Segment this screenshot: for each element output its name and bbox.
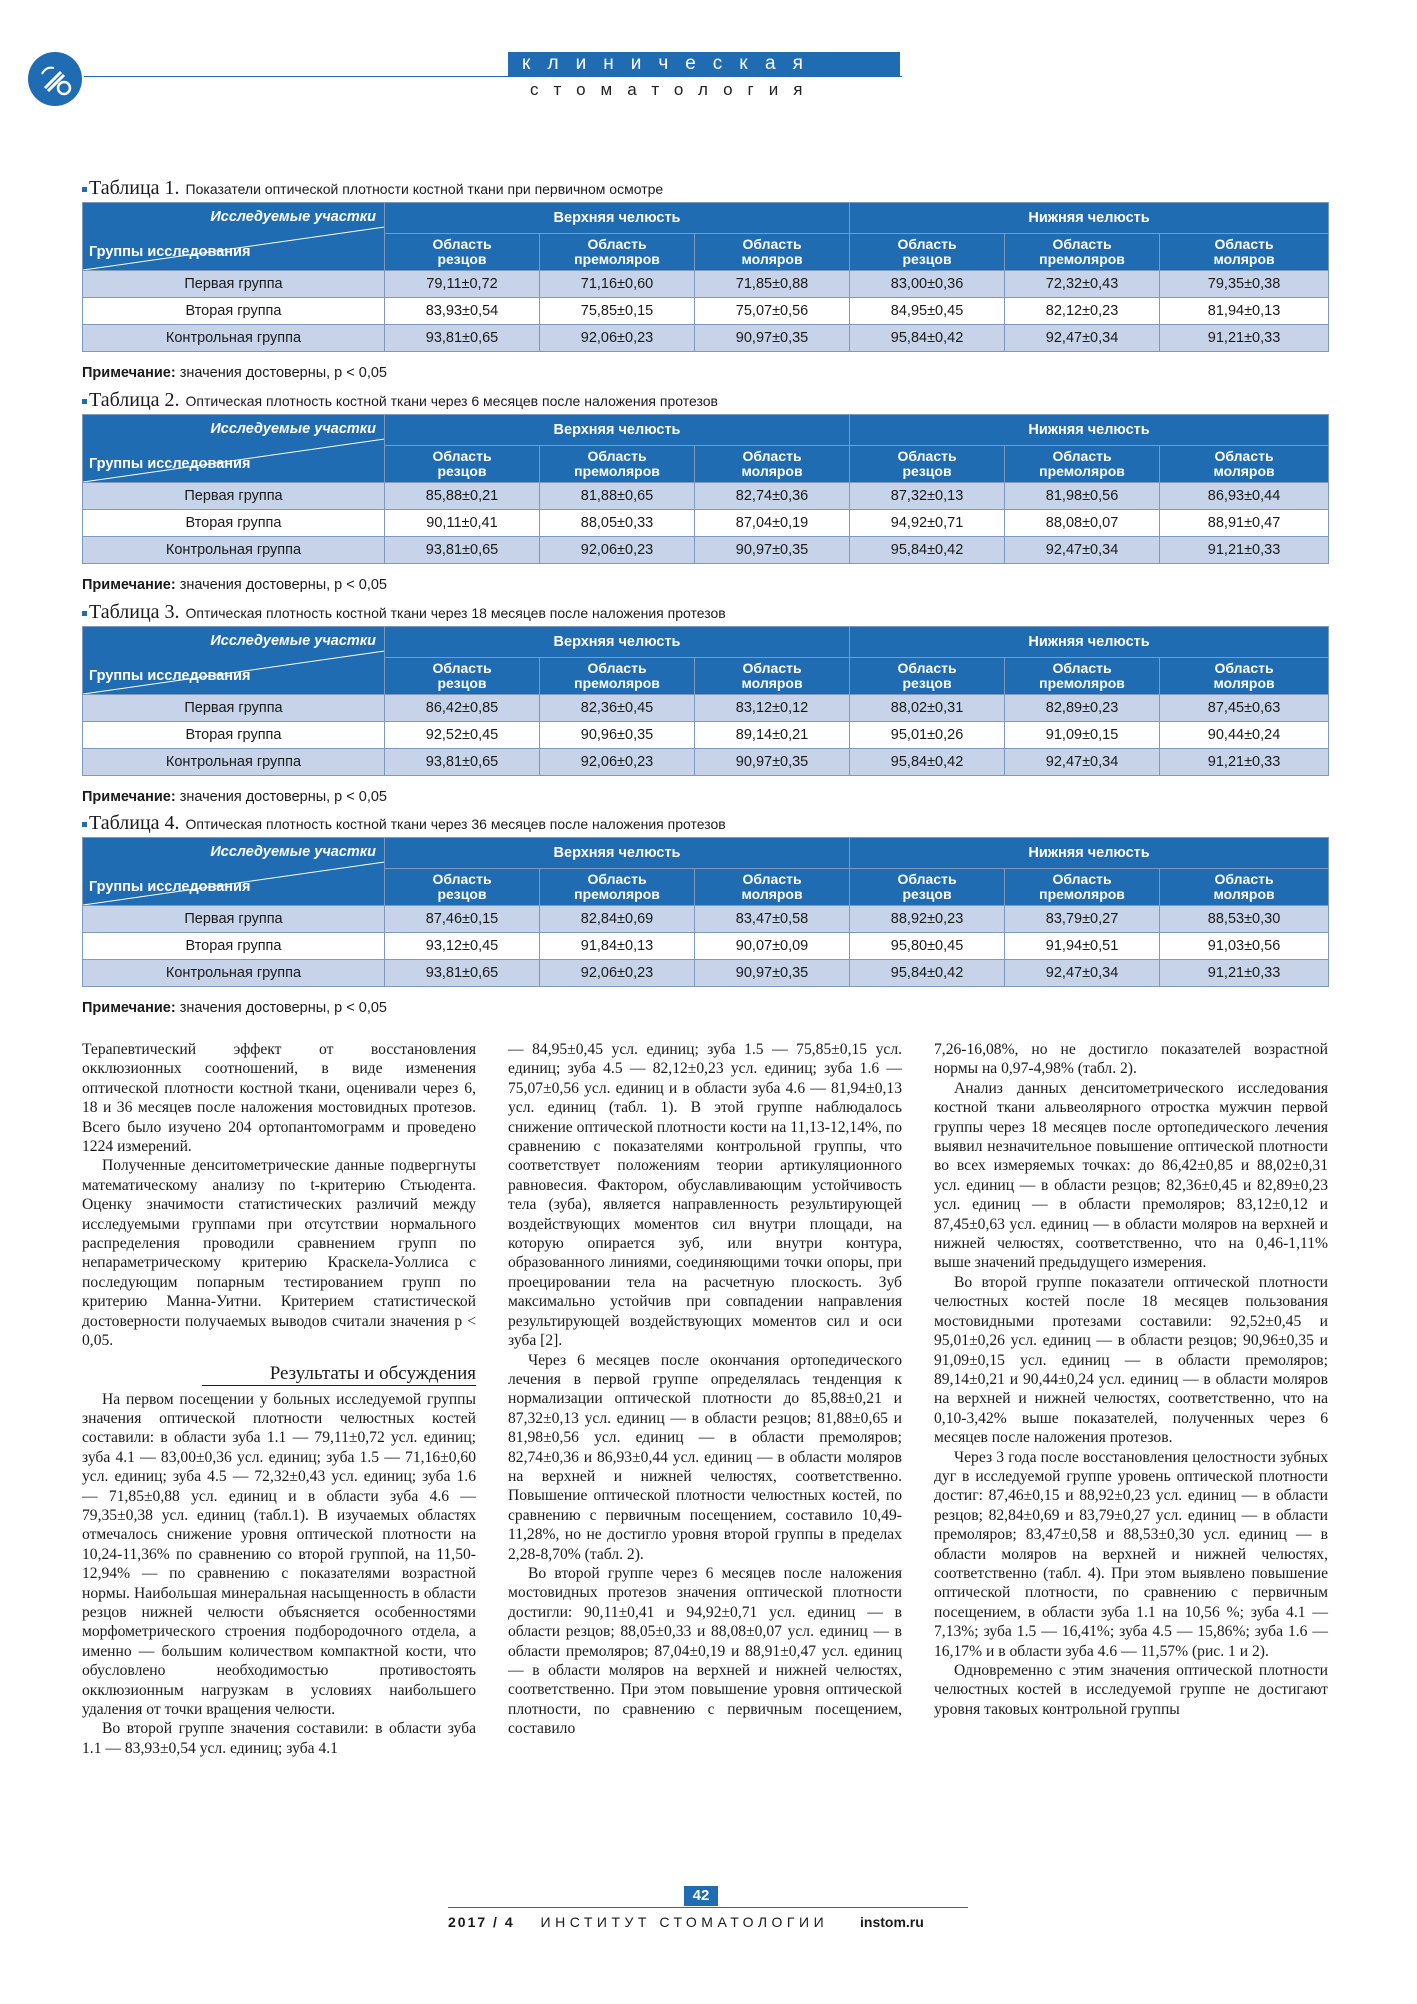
table-cell: 84,95±0,45 bbox=[850, 298, 1005, 325]
data-table bbox=[82, 837, 1329, 987]
table-title: Показатели оптической плотности костной ткани при первичном осмотре bbox=[185, 181, 664, 197]
header-area: Область премоляров bbox=[1005, 446, 1160, 483]
header-area: Область резцов bbox=[385, 234, 540, 271]
table-cell: 87,32±0,13 bbox=[850, 483, 1005, 510]
table-cell: 93,12±0,45 bbox=[385, 933, 540, 960]
table-number: Таблица 2. bbox=[89, 389, 180, 411]
header-area: Область моляров bbox=[1160, 658, 1329, 695]
bullet-square-icon bbox=[82, 611, 87, 616]
text-column-2 bbox=[508, 1040, 902, 1739]
header-upper-jaw: Верхняя челюсть bbox=[385, 838, 850, 869]
table-note bbox=[82, 362, 1328, 384]
table-caption bbox=[82, 811, 1328, 837]
header-area: Область резцов bbox=[385, 869, 540, 906]
bullet-square-icon bbox=[82, 399, 87, 404]
text-column-1 bbox=[82, 1040, 476, 1758]
table-cell: 86,93±0,44 bbox=[1160, 483, 1329, 510]
paragraph: Одновременно с этим значения оптической плотности челюстных костей в исследуемой группе не достигают уровня таковых контрольной группы bbox=[934, 1662, 1328, 1718]
header-area: Область резцов bbox=[850, 869, 1005, 906]
table-cell: 95,84±0,42 bbox=[850, 749, 1005, 776]
table-row bbox=[83, 722, 1329, 749]
paragraph: — 84,95±0,45 усл. единиц; зуба 1.5 — 75,85±0,15 усл. единиц; зуба 4.5 — 82,12±0,23 усл. единиц; зуба 1.6 — 75,07±0,56 усл. единиц и в области зуба 4.6 — 81,94±0,13 усл. единиц (табл. 1). В этой группе наблюдалось снижение оптической плотности кости на 11,13-12,14%, по сравнению с показателями контрольной группы, что соответствует положениям теории артикуляционного равновесия. Фактором, обуславливающим устойчивость тела (зуба), является направленность результирующей воздействующих моментов сил внутри площади, на которую опирается зуб, или внутри контура, образованного линиями, соединяющими точки опоры, при проецировании тела на расчетную плоскость. Зуб максимально устойчив при совпадении направления результирующей воздействующих моментов сил и оси зуба [2]. bbox=[508, 1041, 902, 1350]
header-area: Область моляров bbox=[1160, 234, 1329, 271]
corner-label-groups: Группы исследования bbox=[89, 244, 251, 260]
table-cell: 90,44±0,24 bbox=[1160, 722, 1329, 749]
paragraph: Во второй группе через 6 месяцев после наложения мостовидных протезов значения оптической плотности достигли: 90,11±0,41 и 94,92±0,71 усл. единиц — в области резцов; 88,05±0,33 и 88,08±0,07 усл. единиц — в области премоляров; 87,04±0,19 и 88,91±0,47 усл. единиц — в области моляров на верхней и нижней челюстях, соответственно. При этом повышение уровня оптической плотности, по сравнению с первичным посещением, составило bbox=[508, 1564, 902, 1738]
table-cell: 91,84±0,13 bbox=[540, 933, 695, 960]
corner-label-groups: Группы исследования bbox=[89, 456, 251, 472]
table-cell: 92,47±0,34 bbox=[1005, 960, 1160, 987]
table-cell: 83,47±0,58 bbox=[695, 906, 850, 933]
data-table bbox=[82, 414, 1329, 564]
header-lower-jaw: Нижняя челюсть bbox=[850, 838, 1329, 869]
table-cell: 90,97±0,35 bbox=[695, 749, 850, 776]
table-cell: 95,84±0,42 bbox=[850, 537, 1005, 564]
footer-institute: ИНСТИТУТ СТОМАТОЛОГИИ bbox=[540, 1914, 829, 1930]
table-cell: 92,47±0,34 bbox=[1005, 325, 1160, 352]
header-area: Область премоляров bbox=[1005, 869, 1160, 906]
table-number: Таблица 4. bbox=[89, 812, 180, 834]
table-cell: 79,11±0,72 bbox=[385, 271, 540, 298]
header-area: Область премоляров bbox=[540, 869, 695, 906]
table-cell: 79,35±0,38 bbox=[1160, 271, 1329, 298]
table-cell: 71,16±0,60 bbox=[540, 271, 695, 298]
header-lower-jaw: Нижняя челюсть bbox=[850, 627, 1329, 658]
header-area: Область премоляров bbox=[1005, 658, 1160, 695]
table-note bbox=[82, 574, 1328, 596]
header-lower-jaw: Нижняя челюсть bbox=[850, 415, 1329, 446]
note-label: Примечание: bbox=[82, 1000, 176, 1016]
row-label: Первая группа bbox=[83, 695, 385, 722]
header-area: Область моляров bbox=[695, 234, 850, 271]
header-area: Область моляров bbox=[695, 658, 850, 695]
header-area: Область моляров bbox=[1160, 869, 1329, 906]
table-cell: 81,94±0,13 bbox=[1160, 298, 1329, 325]
row-label: Контрольная группа bbox=[83, 960, 385, 987]
table-cell: 82,84±0,69 bbox=[540, 906, 695, 933]
corner-label-sites: Исследуемые участки bbox=[210, 209, 376, 225]
table-row bbox=[83, 933, 1329, 960]
table-cell: 91,21±0,33 bbox=[1160, 325, 1329, 352]
table-cell: 85,88±0,21 bbox=[385, 483, 540, 510]
header-area: Область премоляров bbox=[540, 658, 695, 695]
table-cell: 91,03±0,56 bbox=[1160, 933, 1329, 960]
table-cell: 88,91±0,47 bbox=[1160, 510, 1329, 537]
table-cell: 83,12±0,12 bbox=[695, 695, 850, 722]
footer-rule bbox=[448, 1907, 968, 1908]
journal-logo-icon bbox=[28, 52, 82, 106]
table-cell: 83,93±0,54 bbox=[385, 298, 540, 325]
note-label: Примечание: bbox=[82, 365, 176, 381]
table-row bbox=[83, 298, 1329, 325]
bullet-square-icon bbox=[82, 822, 87, 827]
table-row bbox=[83, 749, 1329, 776]
footer bbox=[448, 1914, 968, 1930]
table-cell: 71,85±0,88 bbox=[695, 271, 850, 298]
table-cell: 83,00±0,36 bbox=[850, 271, 1005, 298]
table-row bbox=[83, 483, 1329, 510]
header-area: Область резцов bbox=[850, 658, 1005, 695]
table-cell: 86,42±0,85 bbox=[385, 695, 540, 722]
table-row bbox=[83, 906, 1329, 933]
header-area: Область моляров bbox=[695, 869, 850, 906]
note-label: Примечание: bbox=[82, 789, 176, 805]
header-lower-jaw: Нижняя челюсть bbox=[850, 203, 1329, 234]
table-row bbox=[83, 271, 1329, 298]
row-label: Первая группа bbox=[83, 906, 385, 933]
table-cell: 88,08±0,07 bbox=[1005, 510, 1160, 537]
table-cell: 75,85±0,15 bbox=[540, 298, 695, 325]
table-cell: 88,02±0,31 bbox=[850, 695, 1005, 722]
table-cell: 91,21±0,33 bbox=[1160, 749, 1329, 776]
note-text: значения достоверны, р < 0,05 bbox=[179, 1000, 387, 1016]
row-label: Первая группа bbox=[83, 271, 385, 298]
table-cell: 91,21±0,33 bbox=[1160, 960, 1329, 987]
page-number: 42 bbox=[684, 1886, 718, 1906]
table-row bbox=[83, 537, 1329, 564]
table-cell: 87,04±0,19 bbox=[695, 510, 850, 537]
paragraph: На первом посещении у больных исследуемой группы значения оптической плотности челюстных костей составили: в области зуба 1.1 — 79,11±0,72 усл. единиц; зуба 4.1 — 83,00±0,36 усл. единиц; зуба 1.5 — 71,16±0,60 усл. единиц; зуба 4.5 — 72,32±0,43 усл. единиц; зуба 1.6 — 71,85±0,88 усл. единиц и в области зуба 4.6 — 79,35±0,38 усл. единиц (табл.1). В изучаемых областях отмечалось снижение уровня оптической плотности на 10,24-11,36% по сравнению со второй группой, на 11,50-12,94% — по сравнению с показателями возрастной нормы. Наибольшая минеральная насыщенность в области резцов нижней челюсти объясняется особенностями морфометрического строения подбородочного отдела, а именно — большим количеством компактной кости, что обусловлено необходимостью противостоять окклюзионным нагрузкам в условиях наибольшего удаления от точки вращения челюсти. bbox=[82, 1390, 476, 1718]
table-cell: 92,47±0,34 bbox=[1005, 749, 1160, 776]
table-cell: 90,07±0,09 bbox=[695, 933, 850, 960]
table-corner-header bbox=[83, 415, 385, 483]
paragraph: Во второй группе значения составили: в области зуба 1.1 — 83,93±0,54 усл. единиц; зуба 4.1 bbox=[82, 1720, 476, 1757]
data-table bbox=[82, 626, 1329, 776]
table-cell: 88,92±0,23 bbox=[850, 906, 1005, 933]
header-area: Область премоляров bbox=[540, 234, 695, 271]
row-label: Контрольная группа bbox=[83, 749, 385, 776]
table-cell: 92,52±0,45 bbox=[385, 722, 540, 749]
text-column-3 bbox=[934, 1040, 1328, 1719]
paragraph: Через 6 месяцев после окончания ортопедического лечения в первой группе определялась тенденция к нормализации оптической плотности до 85,88±0,21 и 87,32±0,13 усл. единиц — в области резцов; 81,88±0,65 и 81,98±0,56 усл. единиц — в области премоляров; 82,74±0,36 и 86,93±0,44 усл. единиц — в области моляров на верхней и нижней челюстях, соответственно. Повышение оптической плотности челюстных костей, по сравнению с первичным посещением, составило 10,49-11,28%, но не достигло уровня второй группы в пределах 2,28-8,70% (табл. 2). bbox=[508, 1351, 902, 1563]
table-cell: 82,36±0,45 bbox=[540, 695, 695, 722]
header-area: Область моляров bbox=[1160, 446, 1329, 483]
table-cell: 92,06±0,23 bbox=[540, 960, 695, 987]
table-cell: 90,97±0,35 bbox=[695, 960, 850, 987]
table-caption bbox=[82, 176, 1328, 202]
note-label: Примечание: bbox=[82, 577, 176, 593]
table-4 bbox=[82, 811, 1328, 1019]
header-area: Область премоляров bbox=[540, 446, 695, 483]
table-cell: 93,81±0,65 bbox=[385, 325, 540, 352]
journal-title-band: клиническая bbox=[508, 52, 900, 76]
table-cell: 83,79±0,27 bbox=[1005, 906, 1160, 933]
header-upper-jaw: Верхняя челюсть bbox=[385, 627, 850, 658]
table-cell: 91,09±0,15 bbox=[1005, 722, 1160, 749]
table-cell: 90,11±0,41 bbox=[385, 510, 540, 537]
header-area: Область моляров bbox=[695, 446, 850, 483]
table-corner-header bbox=[83, 838, 385, 906]
table-caption bbox=[82, 600, 1328, 626]
table-title: Оптическая плотность костной ткани через 36 месяцев после наложения протезов bbox=[185, 816, 726, 832]
table-cell: 93,81±0,65 bbox=[385, 749, 540, 776]
table-cell: 95,01±0,26 bbox=[850, 722, 1005, 749]
table-cell: 91,94±0,51 bbox=[1005, 933, 1160, 960]
header-upper-jaw: Верхняя челюсть bbox=[385, 415, 850, 446]
table-corner-header bbox=[83, 627, 385, 695]
bullet-square-icon bbox=[82, 187, 87, 192]
table-cell: 94,92±0,71 bbox=[850, 510, 1005, 537]
header-area: Область премоляров bbox=[1005, 234, 1160, 271]
table-cell: 91,21±0,33 bbox=[1160, 537, 1329, 564]
table-title: Оптическая плотность костной ткани через 6 месяцев после наложения протезов bbox=[185, 393, 718, 409]
row-label: Первая группа bbox=[83, 483, 385, 510]
footer-site: instom.ru bbox=[860, 1914, 924, 1930]
header-area: Область резцов bbox=[850, 446, 1005, 483]
table-cell: 87,46±0,15 bbox=[385, 906, 540, 933]
table-row bbox=[83, 960, 1329, 987]
table-cell: 72,32±0,43 bbox=[1005, 271, 1160, 298]
paragraph: Терапевтический эффект от восстановления окклюзионных соотношений, в виде изменения оптической плотности костной ткани, оценивали через 6, 18 и 36 месяцев после наложения мостовидных протезов. Всего было изучено 204 ортопантомограмм и проведено 1224 измерений. bbox=[82, 1041, 476, 1156]
header-upper-jaw: Верхняя челюсть bbox=[385, 203, 850, 234]
table-cell: 90,97±0,35 bbox=[695, 537, 850, 564]
paragraph: Во второй группе показатели оптической плотности челюстных костей после 18 месяцев пользования мостовидными протезами составили: 92,52±0,45 и 95,01±0,26 усл. единиц — в области резцов; 90,96±0,35 и 91,09±0,15 усл. единиц — в области премоляров; 89,14±0,21 и 90,44±0,24 усл. единиц — в области моляров на верхней и нижней челюстях, соответственно, что на 0,10-3,42% выше показателей, полученных через 6 месяцев после наложения протезов. bbox=[934, 1273, 1328, 1447]
table-row bbox=[83, 695, 1329, 722]
table-cell: 75,07±0,56 bbox=[695, 298, 850, 325]
table-cell: 93,81±0,65 bbox=[385, 537, 540, 564]
journal-subtitle: стоматология bbox=[530, 80, 818, 99]
section-title: Результаты и обсуждения bbox=[202, 1363, 476, 1386]
table-cell: 92,06±0,23 bbox=[540, 537, 695, 564]
row-label: Вторая группа bbox=[83, 722, 385, 749]
table-row bbox=[83, 325, 1329, 352]
note-text: значения достоверны, р < 0,05 bbox=[179, 789, 387, 805]
corner-label-groups: Группы исследования bbox=[89, 668, 251, 684]
table-cell: 90,97±0,35 bbox=[695, 325, 850, 352]
table-cell: 88,53±0,30 bbox=[1160, 906, 1329, 933]
paragraph: Анализ данных денситометрического исследования костной ткани альвеолярного отростка мужчин первой группы через 18 месяцев после ортопедического лечения выявил незначительное повышение оптической плотности во всех измеряемых точках: до 86,42±0,85 и 88,02±0,31 усл. единиц — в области резцов; 82,36±0,45 и 82,89±0,23 усл. единиц — в области премоляров; 83,12±0,12 и 87,45±0,63 усл. единиц — в области моляров на верхней и нижней челюстях, соответственно, что на 0,46-1,11% выше значений предыдущего измерения. bbox=[934, 1079, 1328, 1272]
table-cell: 90,96±0,35 bbox=[540, 722, 695, 749]
header-rule bbox=[84, 76, 902, 77]
header-area: Область резцов bbox=[385, 658, 540, 695]
table-cell: 92,06±0,23 bbox=[540, 749, 695, 776]
row-label: Контрольная группа bbox=[83, 325, 385, 352]
table-cell: 82,89±0,23 bbox=[1005, 695, 1160, 722]
corner-label-sites: Исследуемые участки bbox=[210, 421, 376, 437]
table-cell: 82,74±0,36 bbox=[695, 483, 850, 510]
table-cell: 88,05±0,33 bbox=[540, 510, 695, 537]
header-area: Область резцов bbox=[850, 234, 1005, 271]
table-note bbox=[82, 997, 1328, 1019]
note-text: значения достоверны, р < 0,05 bbox=[179, 365, 387, 381]
table-caption bbox=[82, 388, 1328, 414]
note-text: значения достоверны, р < 0,05 bbox=[179, 577, 387, 593]
table-number: Таблица 3. bbox=[89, 601, 180, 623]
table-cell: 82,12±0,23 bbox=[1005, 298, 1160, 325]
corner-label-sites: Исследуемые участки bbox=[210, 844, 376, 860]
table-cell: 81,88±0,65 bbox=[540, 483, 695, 510]
table-row bbox=[83, 510, 1329, 537]
header-area: Область резцов bbox=[385, 446, 540, 483]
corner-label-sites: Исследуемые участки bbox=[210, 633, 376, 649]
row-label: Вторая группа bbox=[83, 510, 385, 537]
row-label: Вторая группа bbox=[83, 933, 385, 960]
table-title: Оптическая плотность костной ткани через 18 месяцев после наложения протезов bbox=[185, 605, 726, 621]
table-1 bbox=[82, 176, 1328, 384]
corner-label-groups: Группы исследования bbox=[89, 879, 251, 895]
table-cell: 95,84±0,42 bbox=[850, 960, 1005, 987]
row-label: Контрольная группа bbox=[83, 537, 385, 564]
table-cell: 95,84±0,42 bbox=[850, 325, 1005, 352]
table-number: Таблица 1. bbox=[89, 177, 180, 199]
table-note bbox=[82, 786, 1328, 808]
table-cell: 95,80±0,45 bbox=[850, 933, 1005, 960]
paragraph: Полученные денситометрические данные подвергнуты математическому анализу по t-критерию Стьюдента. Оценку значимости статистических различий между исследуемыми группами при отсутствии нормального распределения проводили сравнением групп по непараметрическому критерию Краскела-Уоллиса с последующим попарным тестированием групп по критерию Манна-Уитни. Критерием статистической достоверности получаемых выводов считали значения р < 0,05. bbox=[82, 1157, 476, 1350]
table-corner-header bbox=[83, 203, 385, 271]
table-2 bbox=[82, 388, 1328, 596]
table-cell: 92,47±0,34 bbox=[1005, 537, 1160, 564]
table-cell: 89,14±0,21 bbox=[695, 722, 850, 749]
table-3 bbox=[82, 600, 1328, 808]
data-table bbox=[82, 202, 1329, 352]
paragraph: 7,26-16,08%, но не достигло показателей возрастной нормы на 0,97-4,98% (табл. 2). bbox=[934, 1041, 1328, 1078]
footer-year: 2017 / 4 bbox=[448, 1914, 515, 1930]
table-cell: 81,98±0,56 bbox=[1005, 483, 1160, 510]
row-label: Вторая группа bbox=[83, 298, 385, 325]
table-cell: 93,81±0,65 bbox=[385, 960, 540, 987]
paragraph: Через 3 года после восстановления целостности зубных дуг в исследуемой группе уровень оптической плотности достиг: 87,46±0,15 и 88,92±0,23 усл. единиц — в области резцов; 82,84±0,69 и 83,79±0,27 усл. единиц — в области премоляров; 83,47±0,58 и 88,53±0,30 усл. единиц — в области моляров на верхней и нижней челюстях, соответственно (табл. 4). При этом выявлено повышение оптической плотности, по сравнению с первичным посещением, в области зуба 1.1 на 10,56 %; зуба 4.1 — 7,13%; зуба 1.5 — 16,41%; зуба 4.5 — 15,86%; зуба 1.6 — 16,17% и в области зуба 4.6 — 11,57% (рис. 1 и 2). bbox=[934, 1448, 1328, 1660]
table-cell: 92,06±0,23 bbox=[540, 325, 695, 352]
table-cell: 87,45±0,63 bbox=[1160, 695, 1329, 722]
